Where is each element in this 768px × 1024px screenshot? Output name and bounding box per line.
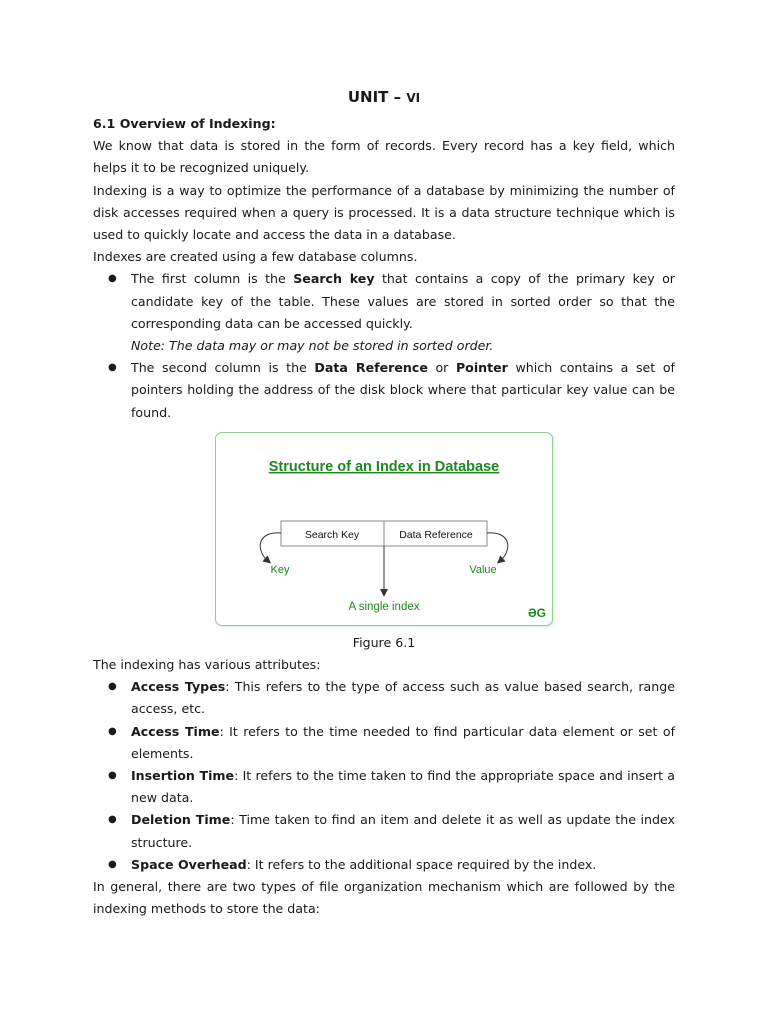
bullet-icon: ● [108, 725, 117, 737]
term-access-time: Access Time [131, 723, 220, 739]
bullet-icon: ● [108, 681, 117, 693]
paragraph-records: We know that data is stored in the form of records. Every record has a key field, which helps it to be recognized uniquely. [93, 138, 675, 176]
unit-title-roman: VI [406, 91, 421, 105]
label-key: Key [270, 563, 290, 576]
term-access-types: Access Types [131, 679, 226, 695]
text-fragment: : This refers to the type of access such as value based search, range access, etc. [131, 679, 675, 717]
attributes-list [93, 676, 675, 876]
list-item-access-time [93, 721, 675, 765]
bullet-icon: ● [108, 273, 117, 285]
term-space-overhead: Space Overhead [131, 856, 247, 872]
bullet-icon: ● [108, 770, 117, 782]
term-data-reference: Data Reference [314, 360, 428, 376]
text-fragment: The second column is the [131, 360, 315, 376]
text-fragment: which contains a set of pointers holding the address of the disk block where that particular key value can be found. [131, 360, 675, 420]
term-insertion-time: Insertion Time [131, 768, 235, 784]
term-deletion-time: Deletion Time [131, 812, 231, 828]
term-search-key: Search key [293, 271, 375, 287]
text-fragment: that contains a copy of the primary key or candidate key of the table. These values are stored in sorted order so that the corresponding data can be accessed quickly. [131, 271, 675, 331]
list-item-deletion-time [93, 809, 675, 853]
text-fragment: : Time taken to find an item and delete it as well as update the index structure. [131, 812, 676, 850]
key-arrow [260, 533, 281, 561]
figure-title: Structure of an Index in Database [268, 458, 500, 475]
bullet-icon: ● [108, 814, 117, 826]
term-pointer: Pointer [455, 360, 508, 376]
attributes-intro: The indexing has various attributes: [93, 657, 321, 673]
paragraph-closing: In general, there are two types of file organization mechanism which are followed by the indexing methods to store the data: [93, 879, 675, 917]
document-page [93, 86, 675, 920]
list-item-data-reference [93, 357, 675, 424]
list-item-space-overhead [93, 854, 675, 876]
text-fragment: : It refers to the additional space required by the index. [246, 856, 597, 872]
text-fragment: : It refers to the time needed to find particular data element or set of elements. [131, 723, 675, 761]
text-fragment: or [427, 360, 456, 376]
label-value: Value [469, 563, 497, 576]
unit-title [93, 86, 675, 109]
label-single-index: A single index [348, 600, 420, 613]
value-arrow [487, 533, 508, 561]
bullet-icon: ● [108, 362, 117, 374]
paragraph-indexing: Indexing is a way to optimize the performance of a database by minimizing the number of disk accesses required when a query is processed. It is a data structure technique which is used to quickly locate and access the data in a database. [93, 182, 675, 243]
figure-caption: Figure 6.1 [352, 634, 416, 650]
index-structure-figure [215, 432, 553, 626]
gfg-logo: ƏG [527, 605, 547, 620]
unit-title-text: UNIT [347, 88, 389, 106]
index-structure-diagram [216, 433, 552, 625]
cell-search-key: Search Key [304, 528, 360, 541]
text-fragment: The first column is the [131, 271, 294, 287]
note-text: Note: The data may or may not be stored in sorted order. [131, 338, 494, 354]
bullet-icon: ● [108, 858, 117, 870]
list-item-insertion-time [93, 765, 675, 809]
paragraph-columns: Indexes are created using a few database columns. [93, 249, 418, 265]
columns-list [93, 268, 675, 423]
list-item-access-types [93, 676, 675, 720]
unit-title-dash: – [393, 88, 402, 106]
cell-data-reference: Data Reference [399, 528, 473, 541]
section-heading: 6.1 Overview of Indexing: [93, 116, 276, 131]
list-item-search-key [93, 268, 675, 357]
text-fragment: : It refers to the time taken to find the appropriate space and insert a new data. [131, 768, 676, 806]
